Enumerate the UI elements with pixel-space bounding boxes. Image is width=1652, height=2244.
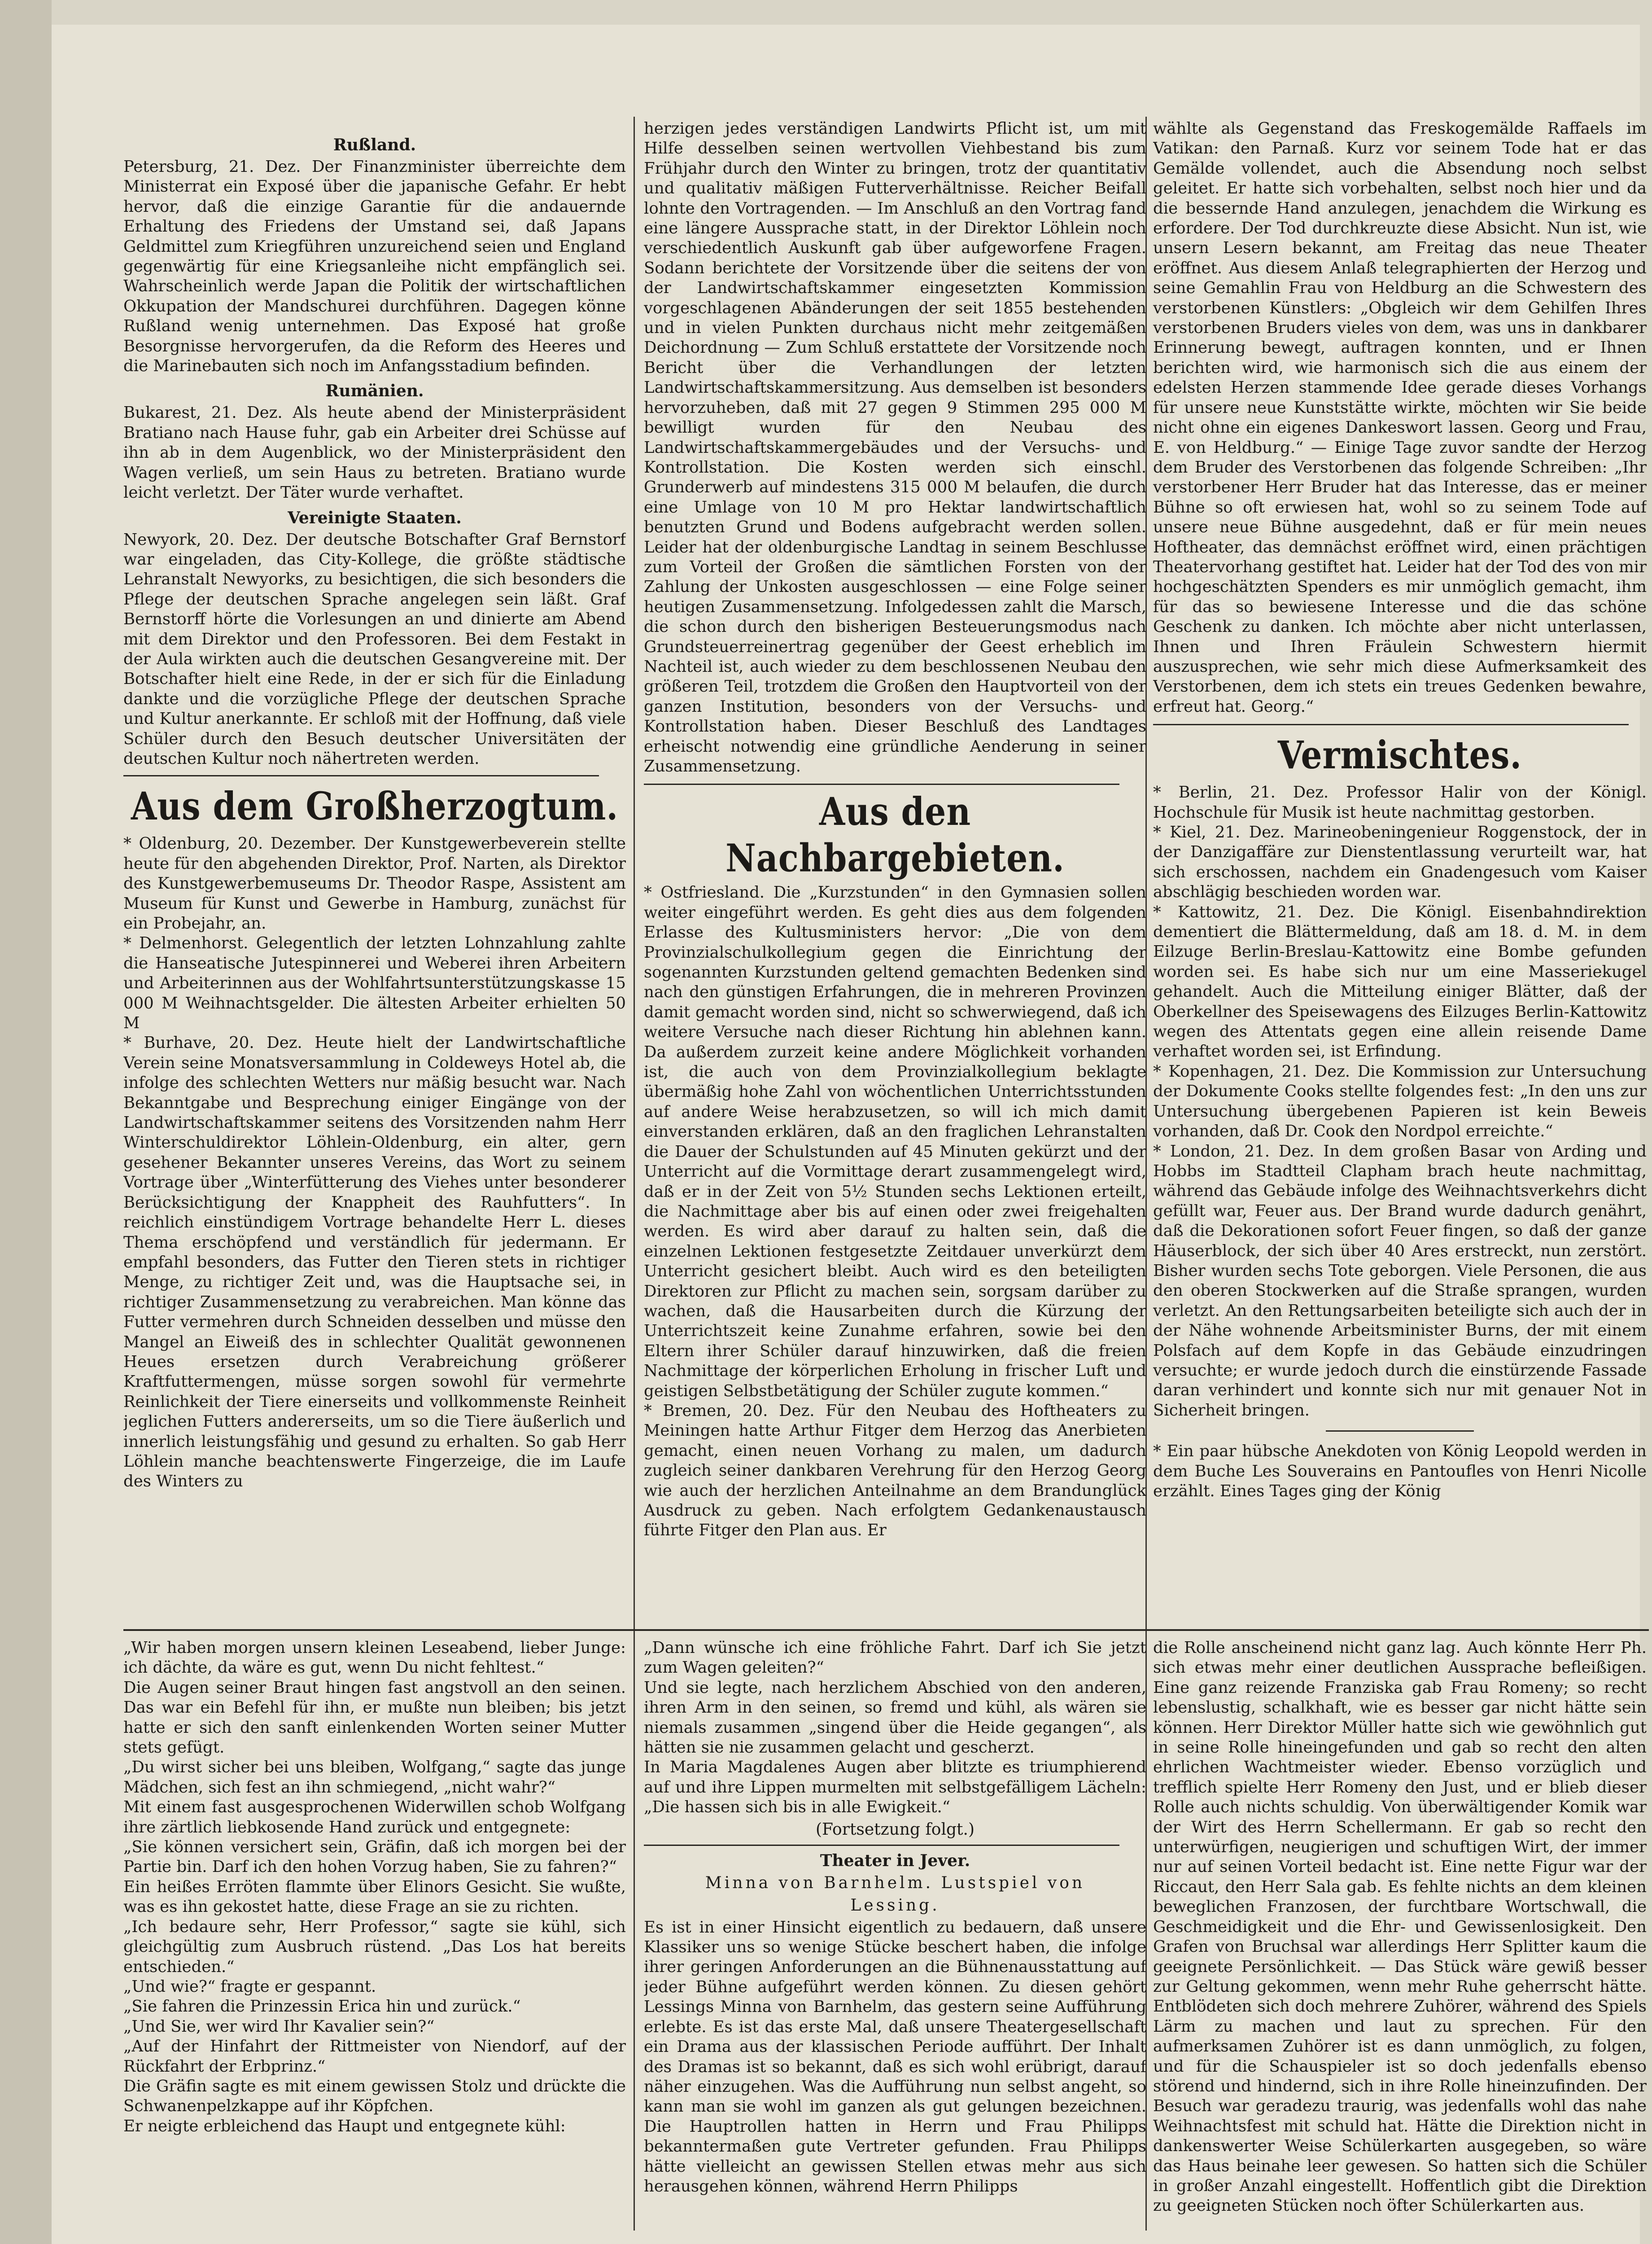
article-kiel: * Kiel, 21. Dez. Marineobeningenieur Roggenstock, der in der Danzigaffäre zur Dienstentlassung verurteilt war, hat sich erschossen, nachdem ein Gnadengesuch vom Kaiser abschlägig beschieden worden war. xyxy=(1153,823,1647,902)
short-separator xyxy=(1326,1430,1474,1432)
article-newyork: Newyork, 20. Dez. Der deutsche Botschafter Graf Bernstorf war eingeladen, das City-Kollege, die größte städtische Lehranstalt Newyorks, zu besichtigen, die sich besonders die Pflege der deutschen Sprache angelegen sein läßt. Graf Bernstorff hörte die Vorlesungen an und dinierte am Abend mit dem Direktor und den Professoren. Bei dem Festakt in der Aula wirkten auch die deutschen Gesangvereine mit. Der Botschafter hielt eine Rede, in der er sich für die Einladung dankte und die vorzügliche Pflege der deutschen Sprache und Kultur anerkannte. Er schloß mit der Hoffnung, daß viele Schüler durch den Besuch deutscher Universitäten der deutschen Kultur noch nähertreten werden. xyxy=(123,530,626,768)
section-heading-vermischtes: Vermischtes. xyxy=(1277,733,1522,778)
novel-paragraph: Und sie legte, nach herzlichem Abschied von den anderen, ihren Arm in den seinen, so fremd und kühl, als wären sie niemals zusammen „singend über die Heide gegangen“, als hätten sie nie zusammen gelacht und gescherzt. xyxy=(644,1678,1146,1757)
theater-subtitle: Minna von Barnhelm. Lustspiel von xyxy=(705,1873,1085,1892)
novel-paragraph: „Sie fahren die Prinzessin Erica hin und zurück.“ xyxy=(123,1997,521,2016)
article-burhave-continued: herzigen jedes verständigen Landwirts Pflicht ist, um mit Hilfe desselben seinen wertvollen Viehbestand bis zum Frühjahr durch den Winter zu bringen, trotz der quantitativ und qualitativ mäßigen Futterverhältnisse. Reicher Beifall lohnte den Vortragenden. — Im Anschluß an den Vortrag fand eine längere Aussprache statt, in der Direktor Löhlein noch verschiedentlich Auskunft gab über aufgeworfene Fragen. Sodann berichtete der Vorsitzende über die seitens der von der Landwirtschaftskammer eingesetzten Kommission vorgeschlagenen Abänderungen der seit 1855 bestehenden und in vielen Punkten durchaus nicht mehr zeitgemäßen Deichordnung — Zum Schluß erstattete der Vorsitzende noch Bericht über die Verhandlungen der letzten Landwirtschaftskammersitzung. Aus demselben ist besonders hervorzuheben, daß mit 27 gegen 9 Stimmen 295 000 M bewilligt wurden für den Neubau des Landwirtschaftskammergebäudes und der Versuchs- und Kontrollstation. Die Kosten werden sich einschl. Grunderwerb auf mindestens 315 000 M belaufen, die durch eine Umlage von 10 M pro Hektar landwirtschaftlich benutzten Grund und Bodens aufgebracht werden sollen. Leider hat der oldenburgische Landtag in seinem Beschlusse zum Vorteil der Großen die sämtlichen Forsten von der Zahlung der Unkosten ausgeschlossen — eine Folge seiner heutigen Zusammensetzung. Infolgedessen zahlt die Marsch, die schon durch den bisherigen Besteuerungsmodus nach Grundsteuerreinertrag gegenüber der Geest erheblich im Nachteil ist, auch wieder zu dem beschlossenen Neubau den größeren Teil, trotzdem die Großen den Hauptvorteil von der ganzen Institution, besonders von der Versuchs- und Kontrollstation haben. Dieser Beschluß des Landtages erheischt notwendig eine gründliche Aenderung in seiner Zusammensetzung. xyxy=(644,119,1146,776)
theater-subtitle-2: Lessing. xyxy=(850,1896,940,1915)
feuilleton-column-3 xyxy=(1153,1638,1647,2235)
novel-paragraph: Mit einem fast ausgesprochenen Widerwillen schob Wolfgang ihre zärtlich liebkosende Hand zurück und entgegnete: xyxy=(123,1798,626,1836)
section-rule xyxy=(644,1845,1119,1846)
article-koenig-leopold: * Ein paar hübsche Anekdoten von König Leopold werden in dem Buche Les Souverains en Pantoufles von Henri Nicolle erzählt. Eines Tages ging der König xyxy=(1153,1442,1647,1500)
novel-paragraph: Ein heißes Erröten flammte über Elinors Gesicht. Sie wußte, was es ihn gekostet hatte, diese Frage an sie zu richten. xyxy=(123,1877,626,1916)
novel-paragraph: Die Augen seiner Braut hingen fast angstvoll an den seinen. Das war ein Befehl für ihn, er mußte nun bleiben; bis jetzt hatte er sich den sanft einlenkenden Worten seiner Mutter stets gefügt. xyxy=(123,1678,626,1757)
novel-paragraph: „Wir haben morgen unsern kleinen Leseabend, lieber Junge: ich dächte, da wäre es gut, wenn Du nicht fehltest.“ xyxy=(123,1639,626,1677)
article-delmenhorst: * Delmenhorst. Gelegentlich der letzten Lohnzahlung zahlte die Hanseatische Jutespinnerei und Weberei ihren Arbeitern und Arbeiterinnen aus der Wohlfahrtsunterstützungskasse 15 000 M Weihnachtsgelder. Die ältesten Arbeiter erhielten 50 M xyxy=(123,934,626,1033)
section-rule xyxy=(1153,724,1629,725)
article-bremen: * Bremen, 20. Dez. Für den Neubau des Hoftheaters zu Meiningen hatte Arthur Fitger dem Herzog das Anerbieten gemacht, einen neuen Vorhang zu malen, um dadurch zugleich seiner dankbaren Verehrung für den Herzog Georg wie auch der herzlichen Anteilnahme an dem Brandunglück Ausdruck zu geben. Nach erfolgtem Gedankenaustausch führte Fitger den Plan aus. Er xyxy=(644,1401,1146,1540)
novel-paragraph: „Dann wünsche ich eine fröhliche Fahrt. Darf ich Sie jetzt zum Wagen geleiten?“ xyxy=(644,1639,1146,1677)
novel-paragraph: Er neigte erbleichend das Haupt und entgegnete kühl: xyxy=(123,2117,566,2135)
article-ostfriesland: * Ostfriesland. Die „Kurzstunden“ in den Gymnasien sollen weiter eingeführt werden. Es geht dies aus dem folgenden Erlasse des Kultusministers hervor: „Die von dem Provinzialschulkollegium gegen die Einrichtung der sogenannten Kurzstunden geltend gemachten Bedenken sind nach den günstigen Erfahrungen, die in mehreren Provinzen damit gemacht worden sind, nicht so schwerwiegend, daß ich weitere Versuche nach dieser Richtung hin ablehnen kann. Da außerdem zurzeit keine andere Möglichkeit vorhanden ist, die auch von dem Provinzialkollegium beklagte übermäßig hohe Zahl von wöchentlichen Unterrichtsstunden auf andere Weise herabzusetzen, so will ich mich damit einverstanden erklären, daß an den fraglichen Lehranstalten die Dauer der Schulstunden auf 45 Minuten gekürzt und der Unterricht auf die Vormittage derart zusammengelegt wird, daß er in der Zeit von 5½ Stunden sechs Lektionen erteilt, die Nachmittage aber bis auf einen oder zwei freigehalten werden. Es wird aber darauf zu halten sein, daß die einzelnen Lektionen festgesetzte Zeitdauer unverkürzt dem Unterricht gesichert bleibt. Auch wird es den beteiligten Direktoren zur Pflicht zu machen sein, sorgsam darüber zu wachen, daß die Hausarbeiten durch die Kürzung der Unterrichtszeit keine Zunahme erfahren, sowie bei den Eltern ihrer Schüler darauf hinzuwirken, daß die freien Nachmittage der körperlichen Erholung in frischer Luft und geistigen Selbstbetätigung der Schüler zugute kommen.“ xyxy=(644,883,1146,1400)
heading-vereinigte-staaten: Vereinigte Staaten. xyxy=(288,508,462,527)
article-berlin: * Berlin, 21. Dez. Professor Halir von der Königl. Hochschule für Musik ist heute nachmittag gestorben. xyxy=(1153,783,1647,822)
theater-heading: Theater in Jever. xyxy=(820,1851,970,1870)
novel-paragraph: In Maria Magdalenes Augen aber blitzte es triumphierend auf und ihre Lippen murmelten mit selbstgefälligem Lächeln: „Die hassen sich bis in alle Ewigkeit.“ xyxy=(644,1758,1146,1817)
theater-review-continued: die Rolle anscheinend nicht ganz lag. Auch könnte Herr Ph. sich etwas mehr einer deutlichen Aussprache befleißigen. Eine ganz reizende Franziska gab Frau Romeny; so recht lebenslustig, schalkhaft, wie es besser gar nicht hätte sein können. Herr Direktor Müller hatte sich wie gewöhnlich gut in seine Rolle hineingefunden und gab so recht den alten ehrlichen Wachtmeister wieder. Ebenso vorzüglich und trefflich spielte Herr Romeny den Just, und er blieb dieser Rolle auch nichts schuldig. Von überwältigender Komik war der Wirt des Herrn Schellermann. Er gab so recht den unterwürfigen, neugierigen und schuftigen Wirt, der immer nur auf seinen Vorteil bedacht ist. Eine nette Figur war der Riccaut, den Herr Sala gab. Es fehlte nichts an dem kleinen beweglichen Franzosen, der furchtbare Wortschwall, die Geschmeidigkeit und die Ehr- und Gewissenlosigkeit. Den Grafen von Bruchsal war allerdings Herr Splitter kaum die geeignete Persönlichkeit. — Das Stück wäre gewiß besser zur Geltung gekommen, wenn mehr Ruhe geherrscht hätte. Entblödeten sich doch mehrere Zuhörer, während des Spiels Lärm zu machen und laut zu sprechen. Für den aufmerksamen Zuhörer ist es dann unmöglich, zu folgen, und für die Schauspieler ist so doch jedenfalls ebenso störend und hindernd, sich in ihre Rolle hineinzufinden. Der Besuch war geradezu traurig, was jedenfalls wohl das nahe Weihnachtsfest mit schuld hat. Hätte die Direktion nicht in dankenswerter Weise Schülerkarten ausgegeben, so wäre das Haus beinahe leer gewesen. So hatten sich die Schüler in großer Anzahl eingestellt. Hoffentlich gibt die Direktion zu geeigneten Stücken noch öfter Schülerkarten aus. xyxy=(1153,1639,1647,2215)
novel-paragraph: „Und wie?“ fragte er gespannt. xyxy=(123,1977,376,1996)
novel-paragraph: „Und Sie, wer wird Ihr Kavalier sein?“ xyxy=(123,2017,435,2036)
heading-rumaenien: Rumänien. xyxy=(325,381,424,401)
article-fitger-continued: wählte als Gegenstand das Freskogemälde Raffaels im Vatikan: den Parnaß. Kurz vor seinem Tode hat er das Gemälde vollendet, auch die Absendung noch selbst geleitet. Er hatte sich vorbehalten, selbst noch hier und da die bessernde Hand anzulegen, jenachdem die Wirkung es erfordere. Der Tod durchkreuzte diese Absicht. Nun ist, wie unsern Lesern bekannt, am Freitag das neue Theater eröffnet. Aus diesem Anlaß telegraphierten der Herzog und seine Gemahlin Frau von Heldburg an die Schwestern des verstorbenen Künstlers: „Obgleich wir dem Gehilfen Ihres verstorbenen Bruders vieles von dem, was uns in dankbarer Erinnerung bewegt, auftragen konnten, und er Ihnen berichten wird, wie harmonisch sich die aus einem der edelsten Herzen stammende Idee gerade dieses Vorhangs für unsere neue Kunststätte wirkte, möchten wir Sie beide nicht ohne ein eigenes Dankeswort lassen. Georg und Frau, E. von Heldburg.“ — Einige Tage zuvor sandte der Herzog dem Bruder des Verstorbenen das folgende Schreiben: „Ihr verstorbener Herr Bruder hat das Interesse, das er meiner Bühne so oft erwiesen hat, wohl so zu seinem Tode auf unsere neue Bühne ausgedehnt, daß er für mein neues Hoftheater, das demnächst eröffnet wird, einen prächtigen Theatervorhang gestiftet hat. Leider hat der Tod des von mir hochgeschätzten Spenders es mir unmöglich gemacht, ihm für das so bewiesene Interesse und die das schöne Geschenk zu danken. Ich möchte aber nicht unterlassen, Ihnen und Ihren Fräulein Schwestern hiermit auszusprechen, wie sehr mich diese Aufmerksamkeit des Verstorbenen, dem ich stets ein treues Gedenken bewahre, erfreut hat. Georg.“ xyxy=(1153,119,1647,716)
article-bukarest: Bukarest, 21. Dez. Als heute abend der Ministerpräsident Bratiano nach Hause fuhr, gab ein Arbeiter drei Schüsse auf ihn ab in dem Augenblick, wo der Ministerpräsident den Wagen verließ, um sein Haus zu betreten. Bratiano wurde leicht verletzt. Der Täter wurde verhaftet. xyxy=(123,403,626,502)
binding-shadow xyxy=(0,0,52,2244)
novel-paragraph: Die Gräfin sagte es mit einem gewissen Stolz und drückte die Schwanenpelzkappe auf ihr Köpfchen. xyxy=(123,2077,626,2116)
feuilleton-column-2 xyxy=(644,1638,1146,2213)
heading-russland: Rußland. xyxy=(333,136,416,154)
novel-paragraph: „Du wirst sicher bei uns bleiben, Wolfgang,“ sagte das junge Mädchen, sich fest an ihn schmiegend, „nicht wahr?“ xyxy=(123,1758,626,1797)
column-1 xyxy=(123,130,626,1674)
novel-paragraph: „Ich bedaure sehr, Herr Professor,“ sagte sie kühl, sich gleichgültig zum Ausbruch rüstend. „Das Los hat bereits entschieden.“ xyxy=(123,1917,626,1976)
novel-paragraph: „Sie können versichert sein, Gräfin, daß ich morgen bei der Partie bin. Darf ich den hohen Vorzug haben, Sie zu fahren?“ xyxy=(123,1838,626,1876)
novel-paragraph: „Auf der Hinfahrt der Rittmeister von Niendorf, auf der Rückfahrt der Erbprinz.“ xyxy=(123,2037,626,2076)
column-3 xyxy=(1153,119,1647,1663)
theater-review: Es ist in einer Hinsicht eigentlich zu bedauern, daß unsere Klassiker uns so wenige Stücke beschert haben, die infolge ihrer geringen Anforderungen an die Bühnenausstattung auf jeder Bühne aufgeführt werden können. Zu diesen gehört Lessings Minna von Barnhelm, das gestern seine Aufführung erlebte. Es ist das erste Mal, daß unsere Theatergesellschaft ein Drama aus der klassischen Periode aufführt. Der Inhalt des Dramas ist so bekannt, daß es sich wohl erübrigt, darauf näher einzugehen. Was die Aufführung nun selbst angeht, so kann man sie wohl im ganzen als gut gelungen bezeichnen. Die Hauptrollen hatten in Herrn und Frau Philipps bekanntermaßen gute Vertreter gefunden. Frau Philipps hätte vielleicht an gewissen Stellen etwas mehr aus sich herausgehen können, während Herrn Philipps xyxy=(644,1918,1146,2196)
article-petersburg: Petersburg, 21. Dez. Der Finanzminister überreichte dem Ministerrat ein Exposé über die japanische Gefahr. Er hebt hervor, daß die einzige Garantie für die andauernde Erhaltung des Friedens der Umstand sei, daß Japans Geldmittel zum Kriegführen unzureichend seien und England gegenwärtig für eine Kriegsanleihe nicht empfänglich sei. Wahrscheinlich werde Japan die Politik der wirtschaftlichen Okkupation der Mandschurei durchführen. Dagegen könne Rußland wenig unternehmen. Das Exposé hat große Besorgnisse hervorgerufen, da die Reform des Heeres und die Marinebauten sich noch im Anfangsstadium befinden. xyxy=(123,158,626,376)
section-heading-grossherzogtum: Aus dem Großherzogtum. xyxy=(131,784,619,829)
article-burhave: * Burhave, 20. Dez. Heute hielt der Landwirtschaftliche Verein seine Monatsversammlung in Coldeweys Hotel ab, die infolge des schlechten Wetters nur mäßig besucht war. Nach Bekanntgabe und Besprechung einiger Eingänge von der Landwirtschaftskammer seitens des Vorsitzenden nahm Herr Winterschuldirektor Löhlein-Oldenburg, ein alter, gern gesehener Bekannter unseres Vereins, das Wort zu seinem Vortrage über „Winterfütterung des Viehes unter besonderer Berücksichtigung der Knappheit des Rauhfutters“. In reichlich einstündigem Vortrage behandelte Herr L. dieses Thema erschöpfend und verständlich für jedermann. Er empfahl besonders, das Futter den Tieren stets in richtiger Menge, zu richtiger Zeit und, was die Hauptsache sei, in richtiger Zusammensetzung zu verabreichen. Man könne das Futter vermehren durch Schneiden desselben und müsse den Mangel an Eiweiß des in schlechter Qualität gewonnenen Heues ersetzen durch Verabreichung größerer Kraftfuttermengen, müsse sorgen sowohl für vermehrte Reinlichkeit der Tiere einerseits und vollkommenste Reinheit jeglichen Futters andererseits, um so die Tiere äußerlich und innerlich leistungsfähig und gesund zu erhalten. So gab Herr Löhlein manche beachtenswerte Fingerzeige, die im Laufe des Winters zu xyxy=(123,1034,626,1491)
column-rule-1 xyxy=(634,117,635,2231)
section-rule xyxy=(644,784,1119,785)
article-london: * London, 21. Dez. In dem großen Basar von Arding und Hobbs im Stadtteil Clapham brach heute nachmittag, während das Gebäude infolge des Weihnachtsverkehrs dicht gefüllt war, Feuer aus. Der Brand wurde dadurch genährt, daß die Dekorationen sofort Feuer fingen, so daß der ganze Häuserblock, der sich über 40 Ares erstreckt, nun zerstört. Bisher wurden sechs Tote geborgen. Viele Personen, die aus den oberen Stockwerken auf die Straße sprangen, wurden verletzt. An den Rettungsarbeiten beteiligte sich auch der in der Nähe wohnende Arbeitsminister Burns, der mit einem Polsfach auf dem Kopfe in das Gebäude einzudringen versuchte; er wurde jedoch durch die einstürzende Fassade daran verhindert und konnte sich nur mit genauer Not in Sicherheit bringen. xyxy=(1153,1142,1647,1420)
section-rule xyxy=(123,775,599,776)
column-2 xyxy=(644,119,1146,1663)
article-oldenburg: * Oldenburg, 20. Dezember. Der Kunstgewerbeverein stellte heute für den abgehenden Direktor, Prof. Narten, als Direktor des Kunstgewerbemuseums Dr. Theodor Raspe, Assistent am Museum für Kunst und Gewerbe in Hamburg, zunächst für ein Probejahr, an. xyxy=(123,834,626,933)
continuation-note: (Fortsetzung folgt.) xyxy=(816,1820,975,1839)
section-heading-nachbargebiete: Aus den Nachbargebieten. xyxy=(725,790,1065,881)
feuilleton-column-1 xyxy=(123,1638,626,2150)
article-kattowitz: * Kattowitz, 21. Dez. Die Königl. Eisenbahndirektion dementiert die Blättermeldung, daß am 18. d. M. in dem Eilzuge Berlin-Breslau-Kattowitz eine Bombe gefunden worden sei. Es habe sich nur um eine Masseriekugel gehandelt. Auch die Mitteilung einiger Blätter, daß der Oberkellner des Speisewagens des Eilzuges Berlin-Kattowitz wegen des Attentats gegen eine allein reisende Dame verhaftet worden sei, ist Erfindung. xyxy=(1153,903,1647,1061)
article-kopenhagen: * Kopenhagen, 21. Dez. Die Kommission zur Untersuchung der Dokumente Cooks stellte folgendes fest: „In den uns zur Untersuchung übergebenen Papieren ist kein Beweis vorhanden, daß Dr. Cook den Nordpol erreichte.“ xyxy=(1153,1062,1647,1141)
